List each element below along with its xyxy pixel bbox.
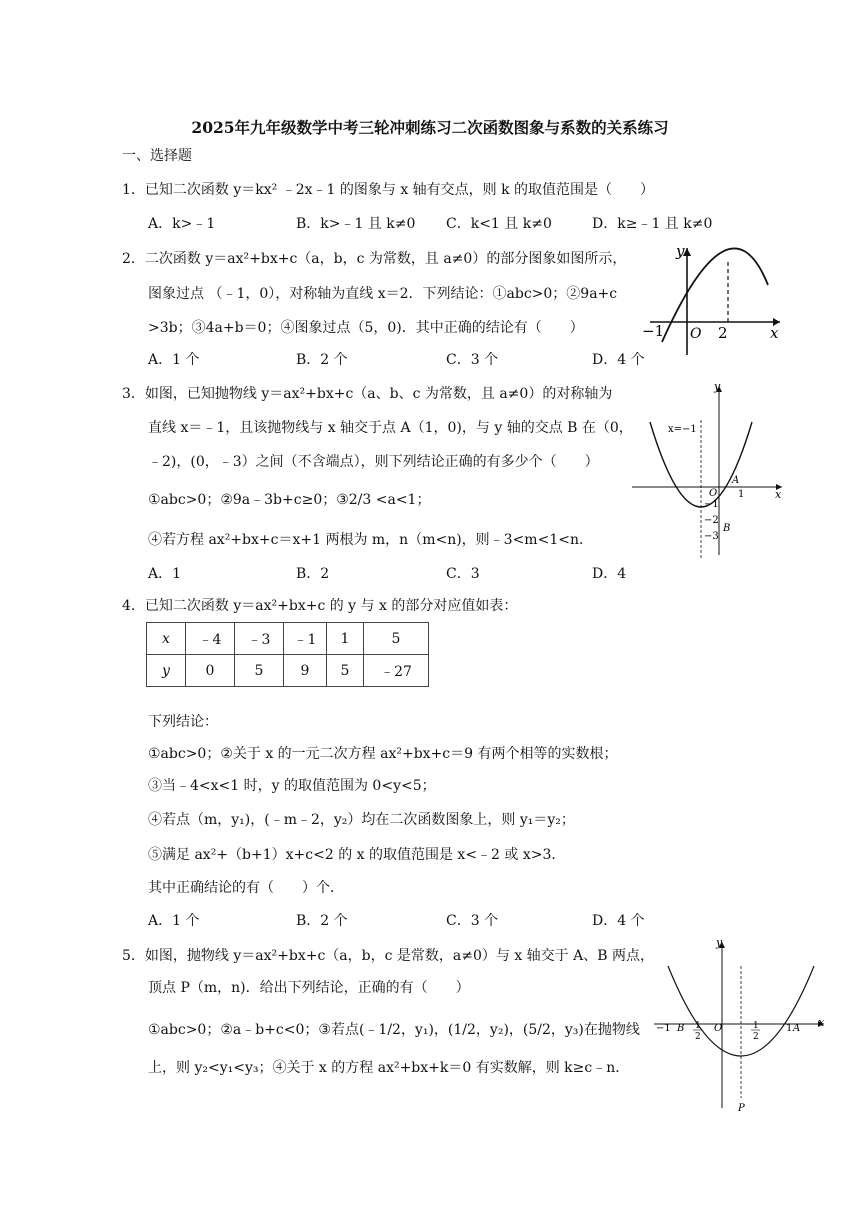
q3-tick-neg2: −2	[704, 515, 719, 526]
q5-stem-line-2: 顶点 P（m，n)．给出下列结论，正确的有（ ）	[148, 980, 470, 996]
q2-stem-line-1: 2．二次函数 y＝ax²+bx+c（a，b，c 为常数，且 a≠0）的部分图象如图所示，	[122, 251, 627, 267]
q4-table-cell: 5	[327, 655, 364, 687]
q1-option-b: B．k>﹣1 且 k≠0	[296, 216, 416, 232]
q2-option-c: C．3 个	[446, 352, 499, 368]
q4-table-cell: 0	[186, 655, 235, 687]
q5-tick-half-den: 2	[753, 1032, 759, 1042]
q3-parabola-graph	[628, 380, 788, 560]
q4-statement-1-2: ①abc>0；②关于 x 的一元二次方程 ax²+bx+c＝9 有两个相等的实数根；	[148, 746, 618, 762]
q5-tick-neg-half-den: 2	[695, 1032, 701, 1042]
q4-option-c: C．3 个	[446, 913, 499, 929]
q5-tick-half-num: 1	[753, 1021, 759, 1031]
q3-stem-line-3: ﹣2)，(0，﹣3）之间（不含端点），则下列结论正确的有多少个（ ）	[148, 454, 599, 470]
q3-tick-neg3: −3	[704, 531, 719, 542]
q5-y-label: y	[716, 936, 723, 949]
q2-tick-2: 2	[718, 324, 728, 342]
q2-stem-line-2: 图象过点 （﹣1，0），对称轴为直线 x＝2．下列结论：①abc>0；②9a+c	[148, 286, 618, 302]
q2-parabola-curve	[662, 248, 768, 342]
q3-option-d: D．4	[592, 566, 627, 582]
q4-table-cell: ﹣4	[186, 623, 235, 655]
q3-parabola-curve	[650, 422, 752, 507]
q2-option-b: B．2 个	[296, 352, 348, 368]
q5-parabola-graph	[652, 936, 830, 1116]
q4-table-cell: ﹣3	[235, 623, 284, 655]
q2-origin-label: O	[690, 326, 702, 342]
q5-tick-1: 1	[786, 1023, 793, 1034]
q4-table-header-y: y	[147, 655, 186, 687]
q3-statements-1-3: ①abc>0；②9a﹣3b+c≥0；③2/3 <a<1；	[148, 492, 431, 508]
q5-stem-line-1: 5．如图，抛物线 y＝ax²+bx+c（a，b，c 是常数，a≠0）与 x 轴交于 A、B 两点，	[122, 948, 654, 964]
q5-tick-neg1: −1	[656, 1023, 671, 1034]
q1-option-c: C．k<1 且 k≠0	[446, 216, 552, 232]
q2-x-label: x	[770, 324, 779, 342]
q4-option-d: D．4 个	[592, 913, 645, 929]
q1-option-d: D．k≥﹣1 且 k≠0	[592, 216, 713, 232]
q4-table-row-y	[147, 655, 429, 687]
q3-tick-neg1: −1	[704, 499, 719, 510]
q2-stem-line-3: >3b；③4a+b＝0；④图象过点（5，0)．其中正确的结论有（ ）	[148, 320, 584, 336]
q1-stem: 1．已知二次函数 y＝kx² ﹣2x﹣1 的图象与 x 轴有交点，则 k 的取值范围是（ ）	[122, 182, 655, 198]
q3-option-a: A．1	[148, 566, 182, 582]
q3-tick-1: 1	[738, 489, 745, 500]
q4-table-cell: 5	[235, 655, 284, 687]
q3-stem-line-1: 3．如图，已知抛物线 y＝ax²+bx+c（a、b、c 为常数，且 a≠0）的对称轴为	[122, 386, 613, 402]
q4-statement-4: ④若点（m，y₁)，(﹣m﹣2，y₂）均在二次函数图象上，则 y₁＝y₂；	[148, 812, 575, 828]
q3-stem-line-2: 直线 x＝﹣1，且该抛物线与 x 轴交于点 A（1，0)，与 y 轴的交点 B 在（0，	[148, 420, 633, 436]
q5-point-b: B	[677, 1023, 685, 1034]
q4-table-cell: 1	[327, 623, 364, 655]
q4-table-cell: ﹣27	[364, 655, 429, 687]
q4-statement-5: ⑤满足 ax²+（b+1）x+c<2 的 x 的取值范围是 x<﹣2 或 x>3．	[148, 847, 566, 863]
q4-value-table	[146, 622, 429, 687]
q5-origin-label: O	[714, 1023, 723, 1034]
q4-table-cell: ﹣1	[284, 623, 327, 655]
q4-option-a: A．1 个	[148, 913, 200, 929]
q1-option-a: A．k>﹣1	[148, 216, 216, 232]
page-title: 2025年九年级数学中考三轮冲刺练习二次函数图象与系数的关系练习	[191, 118, 669, 137]
q5-statements-1-3: ①abc>0；②a﹣b+c<0；③若点(﹣1/2，y₁)，(1/2，y₂)，(5/2，y₃)在抛物线	[148, 1022, 640, 1038]
q4-table-header-x: x	[147, 623, 186, 655]
q5-x-label: x	[818, 1016, 825, 1029]
q3-option-b: B．2	[296, 566, 330, 582]
section-heading: 一、选择题	[122, 148, 192, 164]
q2-option-d: D．4 个	[592, 352, 645, 368]
q4-option-b: B．2 个	[296, 913, 348, 929]
q3-axis-label: x=−1	[668, 424, 697, 435]
q4-conclusions-heading: 下列结论：	[148, 714, 218, 730]
q4-table-cell: 5	[364, 623, 429, 655]
q3-point-b: B	[723, 523, 731, 534]
q2-y-label: y	[676, 242, 685, 260]
q3-origin-label: O	[709, 488, 718, 499]
q2-tick-neg1: −1	[642, 322, 665, 340]
q4-question: 其中正确结论的有（ ）个．	[148, 880, 344, 896]
q3-y-label: y	[714, 380, 721, 393]
q5-tick-neg-half-num: 1	[695, 1021, 701, 1031]
q3-x-label: x	[775, 488, 782, 501]
q4-stem: 4．已知二次函数 y＝ax²+bx+c 的 y 与 x 的部分对应值如表：	[122, 598, 518, 614]
q3-point-a: A	[732, 475, 740, 486]
q4-statement-3: ③当﹣4<x<1 时，y 的取值范围为 0<y<5；	[148, 778, 436, 794]
q2-parabola-graph	[640, 240, 785, 360]
q4-table-cell: 9	[284, 655, 327, 687]
q3-option-c: C．3	[446, 566, 480, 582]
q2-option-a: A．1 个	[148, 352, 200, 368]
q5-statement-3-4: 上，则 y₂<y₁<y₃；④关于 x 的方程 ax²+bx+k＝0 有实数解，则 k≥c﹣n．	[148, 1060, 630, 1076]
q3-statement-4: ④若方程 ax²+bx+c＝x+1 两根为 m，n（m<n)，则﹣3<m<1<n．	[148, 532, 593, 548]
q5-point-a: A	[793, 1023, 801, 1034]
q4-table-row-x	[147, 623, 429, 655]
q5-vertex-p: P	[738, 1103, 745, 1114]
